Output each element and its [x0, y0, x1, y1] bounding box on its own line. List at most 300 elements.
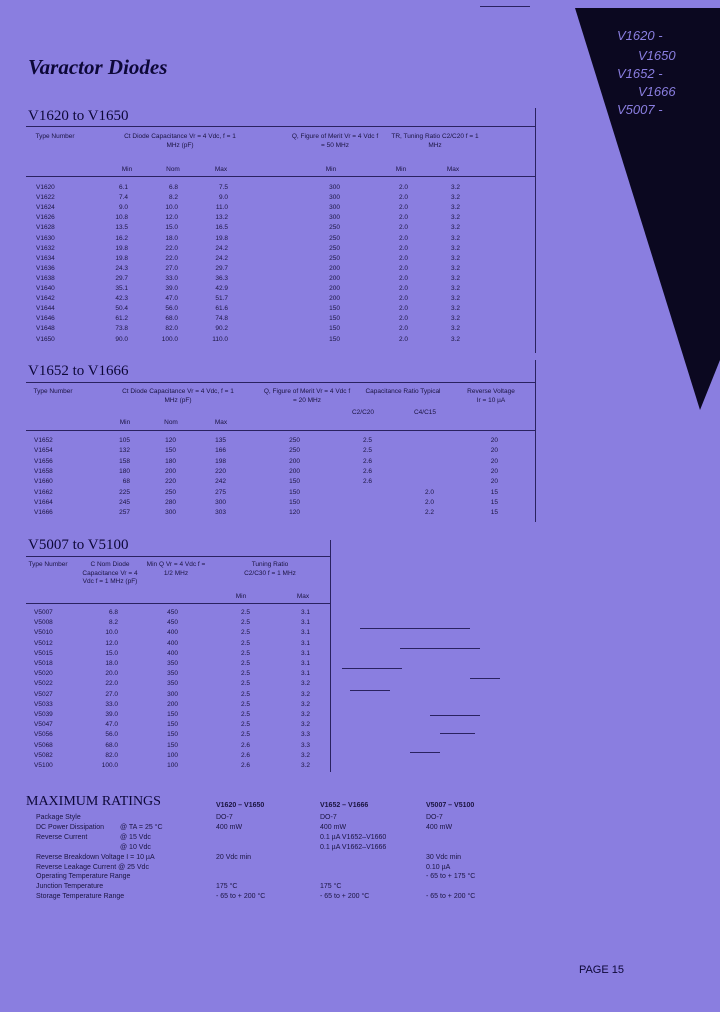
s2-nom: 250 — [165, 488, 176, 496]
s1-q: 200 — [329, 274, 340, 282]
s1-nom: 39.0 — [165, 285, 178, 292]
banner-line-3: V1652 - — [617, 66, 663, 81]
rating-c: DO-7 — [426, 814, 443, 821]
s1-row — [0, 234, 540, 244]
s3-nomcap: 39.0 — [105, 711, 118, 718]
s1-trmin: 2.0 — [398, 274, 408, 282]
s3-trmin: 2.5 — [240, 629, 250, 637]
s2-min: 132 — [119, 447, 130, 455]
s2-nom: 200 — [165, 467, 176, 475]
rating-b: - 65 to + 200 °C — [320, 893, 370, 901]
s3-type: V5039 — [34, 711, 53, 718]
dash-d — [470, 678, 500, 679]
s3-row — [0, 741, 340, 751]
s3-trmax: 3.1 — [300, 670, 310, 678]
rating-label: Junction Temperature — [36, 883, 104, 891]
rating-label: Reverse Breakdown Voltage I = 10 µA — [36, 853, 155, 861]
s3-row — [0, 761, 340, 771]
s1-row — [0, 274, 540, 284]
s3-type: V5015 — [34, 649, 53, 657]
s3-trmax: 3.2 — [300, 721, 310, 729]
s1-max: 51.7 — [215, 295, 228, 303]
section3-title: V5007 to V5100 — [28, 537, 129, 553]
s3-trmax: 3.3 — [300, 731, 310, 739]
s3-type: V5033 — [34, 700, 53, 708]
s3-minq: 400 — [167, 629, 178, 637]
s3-minq: 200 — [167, 700, 178, 708]
s1-nom: 27.0 — [165, 264, 178, 272]
s2-q: 250 — [289, 447, 300, 455]
s1-trmin: 2.0 — [398, 194, 408, 202]
s2-nom: 180 — [165, 457, 176, 465]
s1-max: 74.8 — [215, 315, 228, 323]
ratings-col-c: V5007 – V5100 — [426, 802, 475, 809]
s2-max: 166 — [215, 447, 226, 455]
rating-sub: @ TA = 25 °C — [120, 823, 163, 831]
s1-trmax: 3.2 — [450, 224, 460, 232]
s3-nomcap: 6.8 — [108, 609, 118, 616]
s2-nom: 300 — [165, 509, 176, 517]
s1-trmin: 2.0 — [398, 285, 408, 292]
s3-trmax: 3.2 — [300, 751, 310, 759]
s2-rev: 20 — [490, 447, 498, 455]
s2-hdr-max: Max — [214, 419, 228, 426]
s2-min: 158 — [119, 457, 130, 465]
s1-trmax: 3.2 — [450, 335, 460, 343]
s2-row — [0, 457, 540, 467]
s2-rev: 20 — [490, 467, 498, 475]
s3-trmax: 3.2 — [300, 762, 310, 769]
s3-hdr-nomcap: C Nom Diode Capacitance Vr = 4 Vdc f = 1 MHz (pF) — [82, 561, 138, 585]
s3-minq: 350 — [167, 670, 178, 678]
s2-c4c15: 2.2 — [424, 509, 434, 517]
s3-trmin: 2.5 — [240, 670, 250, 678]
s1-max: 24.2 — [215, 254, 228, 262]
s3-trmin: 2.5 — [240, 639, 250, 647]
s3-minq: 100 — [167, 751, 178, 759]
rating-c: 30 Vdc min — [426, 853, 462, 861]
s3-type: V5010 — [34, 629, 53, 637]
s1-max: 13.2 — [215, 214, 228, 222]
rating-a: 20 Vdc min — [216, 853, 252, 861]
s2-min: 68 — [122, 478, 130, 486]
s1-q: 150 — [329, 335, 340, 343]
s3-row — [0, 628, 340, 638]
s2-nom: 220 — [165, 478, 176, 486]
s1-max: 9.0 — [218, 194, 228, 202]
ratings-col-a: V1620 – V1650 — [216, 802, 265, 809]
s1-trmax: 3.2 — [450, 295, 460, 303]
s3-nomcap: 12.0 — [105, 639, 118, 647]
s3-trmin: 2.5 — [240, 690, 250, 698]
s1-type: V1622 — [36, 194, 55, 202]
s1-trmin: 2.0 — [398, 325, 408, 333]
s3-trmax: 3.1 — [300, 649, 310, 657]
top-mark — [480, 6, 530, 7]
s2-row — [0, 508, 540, 518]
s2-row — [0, 488, 540, 498]
rating-row — [0, 863, 720, 873]
s1-nom: 15.0 — [165, 224, 178, 232]
s1-hdr-trmin: Min — [395, 166, 407, 173]
s3-row — [0, 720, 340, 730]
s3-row — [0, 618, 340, 628]
s3-minq: 150 — [167, 711, 178, 718]
s1-type: V1640 — [36, 285, 55, 292]
s1-row — [0, 244, 540, 254]
s1-trmax: 3.2 — [450, 204, 460, 212]
s2-rev: 20 — [490, 478, 498, 486]
rating-label: Operating Temperature Range — [36, 873, 131, 881]
s3-minq: 400 — [167, 639, 178, 647]
s1-type: V1642 — [36, 295, 55, 303]
s2-min: 245 — [119, 498, 130, 506]
s3-minq: 150 — [167, 731, 178, 739]
s3-trmax: 3.1 — [300, 639, 310, 647]
dash-h — [410, 752, 440, 753]
s1-hdr-tuning: TR, Tuning Ratio C2/C20 f = 1 MHz — [391, 133, 479, 149]
s2-row — [0, 467, 540, 477]
s3-trmax: 3.1 — [300, 660, 310, 667]
s3-minq: 450 — [167, 609, 178, 616]
s3-type: V5020 — [34, 670, 53, 678]
s1-min: 29.7 — [115, 274, 128, 282]
s1-hdr-max: Max — [214, 166, 228, 173]
rating-sub: @ 10 Vdc — [120, 843, 151, 851]
s3-nomcap: 56.0 — [105, 731, 118, 739]
s1-type: V1644 — [36, 305, 55, 313]
s1-type: V1648 — [36, 325, 55, 333]
s2-c4c15: 2.0 — [424, 498, 434, 506]
s1-nom: 10.0 — [165, 204, 178, 212]
rating-label: Reverse Current — [36, 833, 88, 841]
s1-trmin: 2.0 — [398, 335, 408, 343]
s3-row — [0, 679, 340, 689]
s3-trmin: 2.5 — [240, 711, 250, 718]
s3-type: V5082 — [34, 751, 53, 759]
s1-q: 200 — [329, 264, 340, 272]
s1-max: 16.5 — [215, 224, 228, 232]
s3-trmin: 2.5 — [240, 700, 250, 708]
s1-type: V1630 — [36, 234, 55, 242]
s1-q: 250 — [329, 224, 340, 232]
s1-nom: 33.0 — [165, 274, 178, 282]
s3-type: V5007 — [34, 609, 53, 616]
s3-trmin: 2.5 — [240, 609, 250, 616]
s3-hdr-type: Type Number — [28, 561, 68, 568]
s2-q: 250 — [289, 437, 300, 444]
s3-nomcap: 22.0 — [105, 680, 118, 688]
s2-row — [0, 436, 540, 446]
s2-min: 257 — [119, 509, 130, 517]
s1-hdr-capacitance: Ct Diode Capacitance Vr = 4 Vdc, f = 1 MHz (pF) — [124, 133, 236, 149]
s3-minq: 100 — [167, 762, 178, 769]
s2-q: 200 — [289, 467, 300, 475]
s1-row — [0, 183, 540, 193]
s1-min: 19.8 — [115, 254, 128, 262]
s3-trmax: 3.2 — [300, 690, 310, 698]
s1-row — [0, 304, 540, 314]
s1-q: 300 — [329, 184, 340, 191]
s1-nom: 68.0 — [165, 315, 178, 323]
s3-trmax: 3.2 — [300, 700, 310, 708]
dash-g — [440, 733, 475, 734]
s1-nom: 8.2 — [168, 194, 178, 202]
s3-row — [0, 659, 340, 669]
s1-row — [0, 213, 540, 223]
banner-line-2: V1650 — [638, 48, 676, 63]
s3-trmax: 3.3 — [300, 741, 310, 749]
s1-min: 9.0 — [118, 204, 128, 212]
s1-min: 73.8 — [115, 325, 128, 333]
s1-max: 11.0 — [215, 204, 228, 212]
s1-trmin: 2.0 — [398, 234, 408, 242]
s2-q: 120 — [289, 509, 300, 517]
s3-trmin: 2.6 — [240, 741, 250, 749]
s2-q: 150 — [289, 478, 300, 486]
s3-trmax: 3.1 — [300, 609, 310, 616]
s2-q: 150 — [289, 498, 300, 506]
s1-trmin: 2.0 — [398, 184, 408, 191]
s3-nomcap: 15.0 — [105, 649, 118, 657]
s1-row — [0, 324, 540, 334]
s3-nomcap: 10.0 — [105, 629, 118, 637]
s1-trmax: 3.2 — [450, 214, 460, 222]
rating-row — [0, 853, 720, 863]
s1-trmax: 3.2 — [450, 244, 460, 252]
rating-row — [0, 833, 720, 843]
s1-type: V1646 — [36, 315, 55, 323]
s3-minq: 150 — [167, 741, 178, 749]
s2-max: 303 — [215, 509, 226, 517]
s3-type: V5012 — [34, 639, 53, 647]
s1-q: 300 — [329, 204, 340, 212]
rating-c: 0.10 µA — [426, 863, 451, 871]
rating-b: 0.1 µA V1662–V1666 — [320, 843, 387, 851]
s3-type: V5018 — [34, 660, 53, 667]
dash-f — [430, 715, 480, 716]
s2-hdr-type: Type Number — [33, 388, 73, 395]
s1-min: 13.5 — [115, 224, 128, 232]
s1-row — [0, 335, 540, 345]
s3-trmax: 3.2 — [300, 711, 310, 718]
section2-table — [0, 436, 540, 522]
s1-min: 50.4 — [115, 305, 128, 313]
s3-trmin: 2.6 — [240, 751, 250, 759]
s1-min: 61.2 — [115, 315, 128, 323]
s2-hdr-min: Min — [119, 419, 131, 426]
s2-nom: 120 — [165, 437, 176, 444]
section1-title: V1620 to V1650 — [28, 108, 129, 124]
s1-q: 200 — [329, 285, 340, 292]
s1-row — [0, 284, 540, 294]
s1-hdr-trmax: Max — [446, 166, 460, 173]
s3-type: V5056 — [34, 731, 53, 739]
s1-nom: 22.0 — [165, 254, 178, 262]
s1-hdr-figure: Q, Figure of Merit Vr = 4 Vdc f = 50 MHz — [291, 133, 379, 149]
rating-a: DO-7 — [216, 814, 233, 821]
s1-trmin: 2.0 — [398, 204, 408, 212]
s2-max: 242 — [215, 478, 226, 486]
s1-trmax: 3.2 — [450, 325, 460, 333]
s1-row — [0, 314, 540, 324]
s3-row — [0, 751, 340, 761]
s1-type: V1634 — [36, 254, 55, 262]
s1-trmin: 2.0 — [398, 315, 408, 323]
s2-hdr-nom: Nom — [164, 419, 178, 426]
s3-hdr-minq: Min Q Vr = 4 Vdc f = 1/2 MHz — [146, 561, 206, 577]
s1-min: 90.0 — [115, 335, 128, 343]
s2-rev: 15 — [490, 498, 498, 506]
s3-hdr-max: Max — [296, 593, 310, 600]
s1-min: 16.2 — [115, 234, 128, 242]
banner-line-4: V1666 — [638, 84, 676, 99]
dash-b — [400, 648, 480, 649]
banner-line-5: V5007 - — [617, 102, 663, 117]
s1-trmin: 2.0 — [398, 264, 408, 272]
s1-nom: 47.0 — [165, 295, 178, 303]
ratings-col-b: V1652 – V1666 — [320, 802, 369, 809]
dash-e — [350, 690, 390, 691]
s1-type: V1636 — [36, 264, 55, 272]
s1-trmin: 2.0 — [398, 295, 408, 303]
s1-q: 300 — [329, 194, 340, 202]
s2-type: V1656 — [34, 457, 53, 465]
s3-nomcap: 100.0 — [101, 762, 118, 769]
s1-type: V1638 — [36, 274, 55, 282]
page-number: PAGE 15 — [578, 964, 624, 976]
s1-trmax: 3.2 — [450, 254, 460, 262]
s1-hdr-nom: Nom — [166, 166, 180, 173]
s1-hdr-qmin: Min — [325, 166, 337, 173]
rating-b: 400 mW — [320, 823, 347, 831]
s1-min: 7.4 — [118, 194, 128, 202]
s2-nom: 150 — [165, 447, 176, 455]
section2-header-rule — [26, 430, 536, 431]
s3-row — [0, 710, 340, 720]
rating-sub: @ 15 Vdc — [120, 833, 151, 841]
s1-min: 24.3 — [115, 264, 128, 272]
s1-max: 24.2 — [215, 244, 228, 252]
dash-a — [360, 628, 470, 629]
s2-type: V1666 — [34, 509, 53, 517]
s1-min: 42.3 — [115, 295, 128, 303]
s1-max: 36.3 — [215, 274, 228, 282]
s1-trmin: 2.0 — [398, 214, 408, 222]
rating-a: - 65 to + 200 °C — [216, 893, 266, 901]
s1-row — [0, 264, 540, 274]
s3-hdr-min: Min — [235, 593, 247, 600]
s1-trmin: 2.0 — [398, 224, 408, 232]
s2-max: 198 — [215, 457, 226, 465]
s1-max: 61.6 — [215, 305, 228, 313]
s2-hdr-capacitance: Ct Diode Capacitance Vr = 4 Vdc, f = 1 MHz (pF) — [122, 388, 234, 404]
s1-q: 250 — [329, 234, 340, 242]
dash-c — [342, 668, 402, 669]
s1-type: V1650 — [36, 335, 55, 343]
s1-trmax: 3.2 — [450, 264, 460, 272]
s3-type: V5022 — [34, 680, 53, 688]
s3-row — [0, 669, 340, 679]
s1-trmax: 3.2 — [450, 285, 460, 292]
s1-nom: 18.0 — [165, 234, 178, 242]
s3-row — [0, 608, 340, 618]
s1-min: 6.1 — [118, 184, 128, 191]
s1-q: 200 — [329, 295, 340, 303]
s1-trmax: 3.2 — [450, 194, 460, 202]
s2-type: V1664 — [34, 498, 53, 506]
rating-row — [0, 892, 720, 902]
s1-type: V1620 — [36, 184, 55, 191]
s2-q: 150 — [289, 488, 300, 496]
s1-max: 42.9 — [215, 285, 228, 292]
s1-max: 7.5 — [218, 184, 228, 191]
s1-nom: 100.0 — [161, 335, 178, 343]
s1-max: 29.7 — [215, 264, 228, 272]
s3-trmin: 2.5 — [240, 619, 250, 627]
s1-min: 35.1 — [115, 285, 128, 292]
rating-label: Reverse Leakage Current @ 25 Vdc — [36, 863, 149, 871]
s3-minq: 350 — [167, 660, 178, 667]
rating-a: 175 °C — [216, 883, 238, 891]
s2-row — [0, 477, 540, 487]
s1-hdr-type: Type Number — [35, 133, 75, 140]
rating-row — [0, 882, 720, 892]
s2-type: V1652 — [34, 437, 53, 444]
s1-trmin: 2.0 — [398, 305, 408, 313]
s3-type: V5100 — [34, 762, 53, 769]
rating-b: 0.1 µA V1652–V1660 — [320, 833, 387, 841]
s3-minq: 150 — [167, 721, 178, 729]
s1-row — [0, 193, 540, 203]
s3-trmin: 2.5 — [240, 680, 250, 688]
page-title: Varactor Diodes — [28, 55, 168, 79]
s1-hdr-min: Min — [121, 166, 133, 173]
s1-trmin: 2.0 — [398, 244, 408, 252]
rating-a: 400 mW — [216, 823, 243, 831]
s3-type: V5068 — [34, 741, 53, 749]
s2-rev: 15 — [490, 488, 498, 496]
s2-rev: 20 — [490, 437, 498, 444]
s2-c2c20: 2.6 — [362, 478, 372, 486]
s3-nomcap: 33.0 — [105, 700, 118, 708]
s2-c2c20: 2.6 — [362, 457, 372, 465]
s3-type: V5027 — [34, 690, 53, 698]
s3-type: V5008 — [34, 619, 53, 627]
rating-label: Storage Temperature Range — [36, 893, 125, 901]
s2-type: V1658 — [34, 467, 53, 475]
s3-row — [0, 730, 340, 740]
s1-trmax: 3.2 — [450, 305, 460, 313]
s1-min: 19.8 — [115, 244, 128, 252]
s3-trmin: 2.6 — [240, 762, 250, 769]
s1-q: 250 — [329, 244, 340, 252]
s3-row — [0, 639, 340, 649]
s2-hdr-c2c20: C2/C20 — [351, 409, 375, 416]
s1-nom: 22.0 — [165, 244, 178, 252]
rating-label: DC Power Dissipation — [36, 823, 105, 831]
s2-hdr-reverse: Reverse Voltage Ir = 10 µA — [467, 388, 515, 404]
s1-q: 300 — [329, 214, 340, 222]
s2-hdr-c4c15: C4/C15 — [413, 409, 437, 416]
s1-trmax: 3.2 — [450, 234, 460, 242]
s3-nomcap: 18.0 — [105, 660, 118, 667]
s1-trmax: 3.2 — [450, 315, 460, 323]
s3-trmin: 2.5 — [240, 721, 250, 729]
section2-title: V1652 to V1666 — [28, 363, 129, 379]
s3-minq: 450 — [167, 619, 178, 627]
s1-trmin: 2.0 — [398, 254, 408, 262]
